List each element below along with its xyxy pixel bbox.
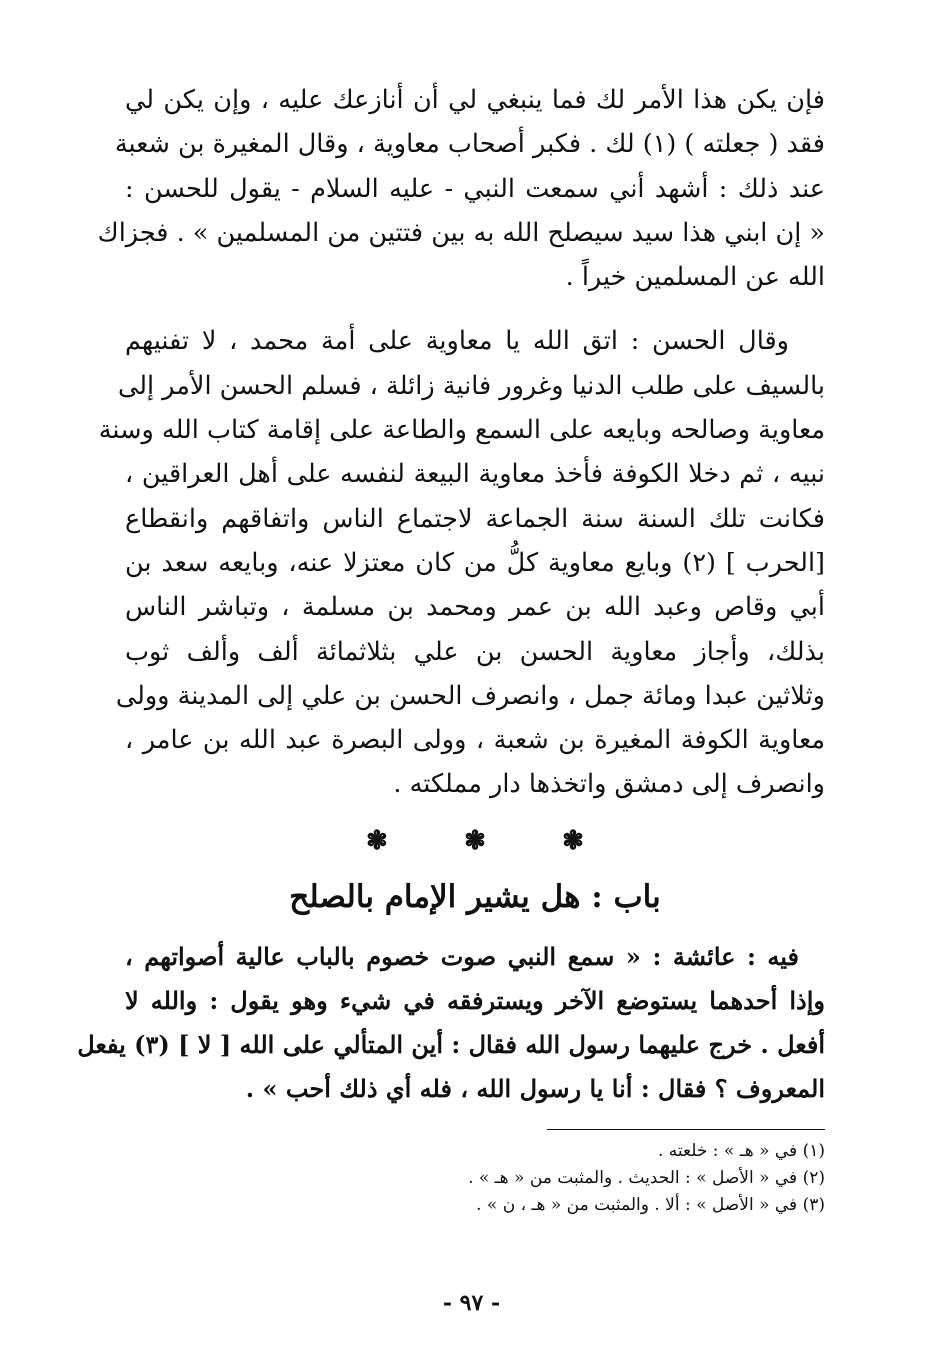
paragraph-line: الله عن المسلمين خيراً . [565, 262, 825, 293]
asterism-ornament: ❃ [366, 825, 388, 856]
paragraph-line: فقد ( جعلته ) (١) لك . فكبر أصحاب معاوية ، وقال المغيرة بن شعبة [114, 129, 825, 160]
paragraph-line: وانصرف إلى دمشق واتخذها دار مملكته . [393, 769, 825, 800]
paragraph-line: المعروف ؟ فقال : أنا يا رسول الله ، فله أي ذلك أحب » . [245, 1073, 825, 1103]
paragraph-line: فكانت تلك السنة سنة الجماعة لاجتماع الناس واتفاقهم وانقطاع [125, 503, 825, 534]
paragraph-line: وثلاثين عبدا ومائة جمل ، وانصرف الحسن بن علي إلى المدينة وولى [115, 680, 825, 711]
paragraph-line: فإن يكن هذا الأمر لك فما ينبغي لي أن أنازعك عليه ، وإن يكن لي [125, 85, 825, 115]
footnote-divider [547, 1129, 825, 1130]
paragraph-line: نبيه ، ثم دخلا الكوفة فأخذ معاوية البيعة لنفسه على أهل العراقين ، [125, 459, 825, 490]
footnote-3: (٣) في « الأصل » : ألا . والمثبت من « هـ ، ن » . [476, 1194, 825, 1215]
paragraph-line: أفعل . خرج عليهما رسول الله فقال : أين المتألي على الله [ لا ] (٣) يفعل [77, 1029, 825, 1059]
section-separator [125, 821, 825, 861]
footnotes [125, 1138, 825, 1219]
paragraph-line: عند ذلك : أشهد أني سمعت النبي - عليه السلام - يقول للحسن : [125, 173, 825, 204]
paragraph-line: [الحرب ] (٢) وبايع معاوية كلُّ من كان معتزلا عنه، وبايعه سعد بن [125, 547, 825, 578]
paragraph-line: معاوية وصالحه وبايعه على السمع والطاعة على إقامة كتاب الله وسنة [98, 415, 825, 446]
paragraph-gap [125, 299, 825, 319]
paragraph-line: « إن ابني هذا سيد سيصلح الله به بين فتتين من المسلمين » . فجزاك [97, 217, 825, 248]
paragraph-line: فيه : عائشة : « سمع النبي صوت خصوم بالباب عالية أصواتهم ، [125, 941, 799, 971]
paragraph-3 [77, 935, 825, 1111]
paragraph-line: وإذا أحدهما يستوضع الآخر ويسترفقه في شيء وهو يقول : والله لا [125, 985, 825, 1015]
page-body [77, 78, 825, 1219]
paragraph-line: وقال الحسن : اتق الله يا معاوية على أمة محمد ، لا تفنيهم [125, 326, 789, 357]
asterism-ornament: ❃ [562, 825, 584, 856]
paragraph-line: أبي وقاص وعبد الله بن عمر ومحمد بن مسلمة ، وتباشر الناس [125, 592, 825, 623]
footnote-1: (١) في « هـ » : خلعته . [658, 1140, 825, 1161]
page-number: - ٩٧ - [442, 1290, 501, 1316]
asterism-ornament: ❃ [464, 825, 486, 856]
paragraph-line: معاوية الكوفة المغيرة بن شعبة ، وولى البصرة عبد الله بن عامر ، [125, 725, 825, 756]
paragraph-1 [97, 78, 825, 299]
chapter-heading: باب : هل يشير الإمام بالصلح [289, 878, 661, 915]
paragraph-line: بذلك، وأجاز معاوية الحسن بن علي بثلاثمائة ألف وألف ثوب [125, 636, 825, 667]
paragraph-line: بالسيف على طلب الدنيا وغرور فانية زائلة ، فسلم الحسن الأمر إلى [117, 370, 825, 401]
paragraph-2 [98, 319, 825, 806]
footnote-2: (٢) في « الأصل » : الحديث . والمثبت من « هـ » . [468, 1167, 825, 1188]
